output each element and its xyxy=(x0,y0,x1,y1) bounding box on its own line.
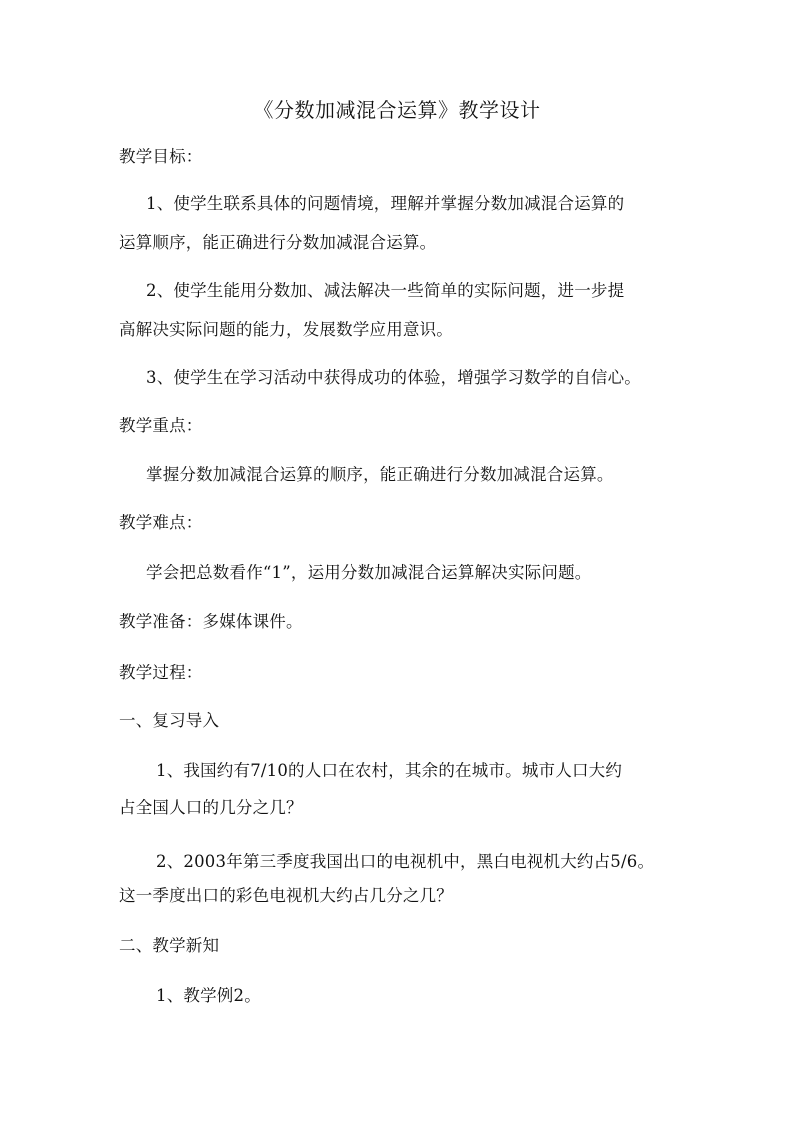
objective-1-line-2: 运算顺序，能正确进行分数加减混合运算。 xyxy=(119,233,437,252)
heading-objectives: 教学目标： xyxy=(119,147,203,166)
difficulties-text: 学会把总数看作“1”，运用分数加减混合运算解决实际问题。 xyxy=(146,563,592,582)
review-question-1-line-2: 占全国人口的几分之几？ xyxy=(119,798,303,817)
review-question-2-line-1: 2、2003年第三季度我国出口的电视机中，黑白电视机大约占5/6。 xyxy=(156,852,655,871)
objective-2-line-1: 2、使学生能用分数加、减法解决一些简单的实际问题，进一步提 xyxy=(146,281,625,300)
new-knowledge-item-1: 1、教学例2。 xyxy=(156,986,261,1005)
section-review: 一、复习导入 xyxy=(119,711,220,730)
heading-key-points: 教学重点： xyxy=(119,416,203,435)
review-question-1-line-1: 1、我国约有7/10的人口在农村，其余的在城市。城市人口大约 xyxy=(156,761,623,780)
objective-2-line-2: 高解决实际问题的能力，发展数学应用意识。 xyxy=(119,320,453,339)
review-question-2-line-2: 这一季度出口的彩色电视机大约占几分之几？ xyxy=(119,886,453,905)
objective-3-line-1: 3、使学生在学习活动中获得成功的体验，增强学习数学的自信心。 xyxy=(146,368,641,387)
heading-process: 教学过程： xyxy=(119,663,203,682)
objective-1-line-1: 1、使学生联系具体的问题情境，理解并掌握分数加减混合运算的 xyxy=(146,194,625,213)
document-title: 《分数加减混合运算》教学设计 xyxy=(253,98,541,122)
preparation-text: 教学准备：多媒体课件。 xyxy=(119,612,303,631)
section-new-knowledge: 二、教学新知 xyxy=(119,936,220,955)
heading-difficulties: 教学难点： xyxy=(119,513,203,532)
key-points-text: 掌握分数加减混合运算的顺序，能正确进行分数加减混合运算。 xyxy=(146,465,614,484)
